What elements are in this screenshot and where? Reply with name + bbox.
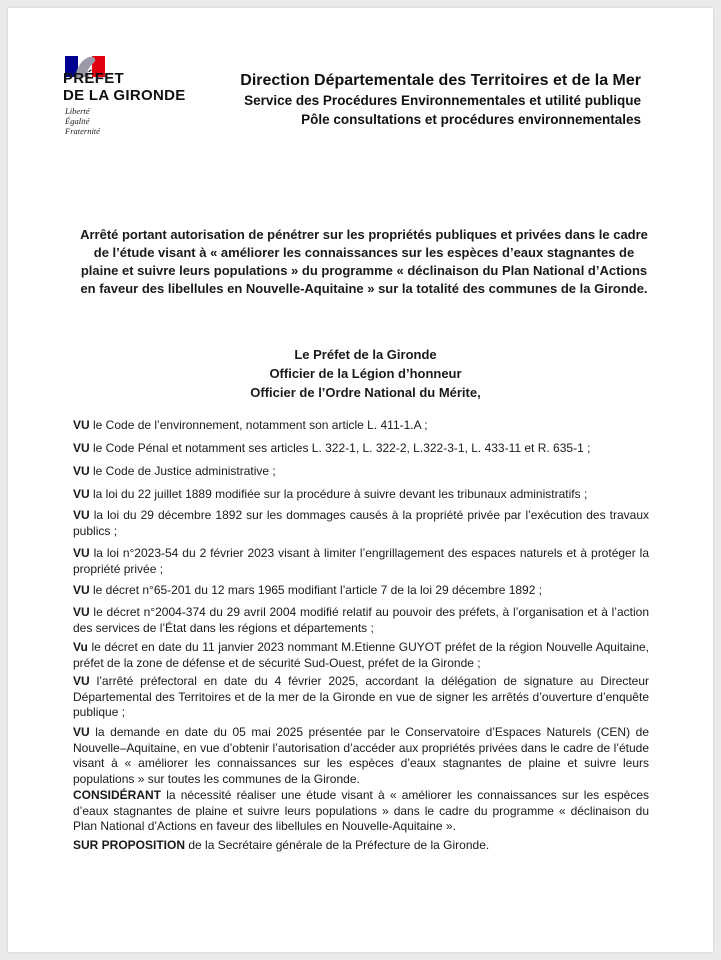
visa-keyword: VU [73,487,90,501]
visa-text: le Code Pénal et notamment ses articles L. 322-1, L. 322-2, L.322-3-1, L. 433-11 et R. 635-1 ; [89,441,591,455]
motto-liberte: Liberté [65,106,90,116]
visa-paragraph [73,605,649,636]
visa-paragraph [73,464,649,480]
considerant-text: la nécessité réaliser une étude visant à « améliorer les connaissances sur les espèces d’eaux stagnantes de plaine et suivre leurs populations » dans le cadre du programme « déclinaison du Plan National d’Actions en faveur des libellules en Nouvelle-Aquitaine ». [73,788,649,833]
visa-paragraph [73,508,649,539]
visa-text: le Code de Justice administrative ; [89,464,276,478]
considerant-keyword: CONSIDÉRANT [73,788,162,802]
visa-paragraph [73,546,649,577]
prefet-titles [8,345,713,402]
visa-keyword: VU [73,605,90,619]
visa-keyword: VU [73,583,90,597]
visa-paragraph [73,640,649,671]
visa-text: la demande en date du 05 mai 2025 présentée par le Conservatoire d’Espaces Naturels (CEN) de Nouvelle–Aquitaine, en vue d’obtenir l’autorisation d’accéder aux propriétés privées dans le cadre de l’étude visant à « améliorer les connaissances sur les espèces d’eaux stagnantes de plaine et suivre leurs populations » sur toutes les communes de la Gironde. [73,725,649,786]
legion-honneur-line: Officier de la Légion d’honneur [269,366,462,381]
direction-name: Direction Départementale des Territoires et de la Mer [240,72,641,89]
logo-line-1: PRÉFET [63,70,124,87]
visa-paragraph [73,674,649,721]
republic-motto [65,106,100,136]
document-page [8,8,713,952]
visa-paragraph [73,441,649,457]
visa-paragraph [73,583,649,599]
visa-keyword: VU [73,418,90,432]
visa-text: le décret en date du 11 janvier 2023 nommant M.Etienne GUYOT préfet de la région Nouvelle Aquitaine, préfet de la zone de défense et de sécurité Sud-Ouest, préfet de la Gironde ; [73,640,649,670]
visa-keyword: VU [73,441,90,455]
visa-keyword: VU [73,508,90,522]
pole-name: Pôle consultations et procédures environnementales [301,112,641,127]
visa-keyword: VU [73,464,90,478]
visa-text: le décret n°65-201 du 12 mars 1965 modifiant l’article 7 de la loi 29 décembre 1892 ; [89,583,543,597]
prefet-logo-title [63,70,186,104]
visa-text: la loi n°2023-54 du 2 février 2023 visant à limiter l’engrillagement des espaces naturels et à protéger la propriété privée ; [73,546,649,576]
proposition-paragraph [73,838,649,854]
ordre-merite-line: Officier de l’Ordre National du Mérite, [250,385,481,400]
visa-paragraph [73,418,649,434]
logo-line-2: DE LA GIRONDE [63,87,186,104]
proposition-keyword: SUR PROPOSITION [73,838,186,852]
visa-keyword: VU [73,546,90,560]
visa-text: le Code de l’environnement, notamment son article L. 411-1.A ; [89,418,428,432]
visa-paragraph [73,725,649,787]
issuing-service-header [240,71,641,129]
visa-text: la loi du 29 décembre 1892 sur les dommages causés à la propriété privée par l’exécution des travaux publics ; [73,508,649,538]
visa-text: l’arrêté préfectoral en date du 4 février 2025, accordant la délégation de signature au Directeur Départemental des Territoires et de la mer de la Gironde en vue de signer les arrêtés d’ouverture d’enquête publique ; [73,674,649,719]
arrete-title: Arrêté portant autorisation de pénétrer sur les propriétés publiques et privées dans le cadre de l’étude visant à « améliorer les connaissances sur les espèces d’eaux stagnantes de plaine et suivre leurs populations » du programme « déclinaison du Plan National d’Actions en faveur des libellules en Nouvelle-Aquitaine » sur la totalité des communes de la Gironde. [80,227,648,296]
visa-text: le décret n°2004-374 du 29 avril 2004 modifié relatif au pouvoir des préfets, à l’organisation et à l’action des services de l’État dans les régions et départements ; [73,605,649,635]
motto-egalite: Égalité [65,116,90,126]
service-name: Service des Procédures Environnementales et utilité publique [244,93,641,108]
considerant-paragraph [73,788,649,835]
visa-keyword: VU [73,674,90,688]
visa-keyword: Vu [73,640,88,654]
visa-keyword: VU [73,725,90,739]
visa-paragraph [73,487,649,503]
motto-fraternite: Fraternité [65,126,100,136]
visa-text: la loi du 22 juillet 1889 modifiée sur la procédure à suivre devant les tribunaux administratifs ; [89,487,588,501]
proposition-text: de la Secrétaire générale de la Préfecture de la Gironde. [185,838,490,852]
prefet-title-line: Le Préfet de la Gironde [294,347,437,362]
